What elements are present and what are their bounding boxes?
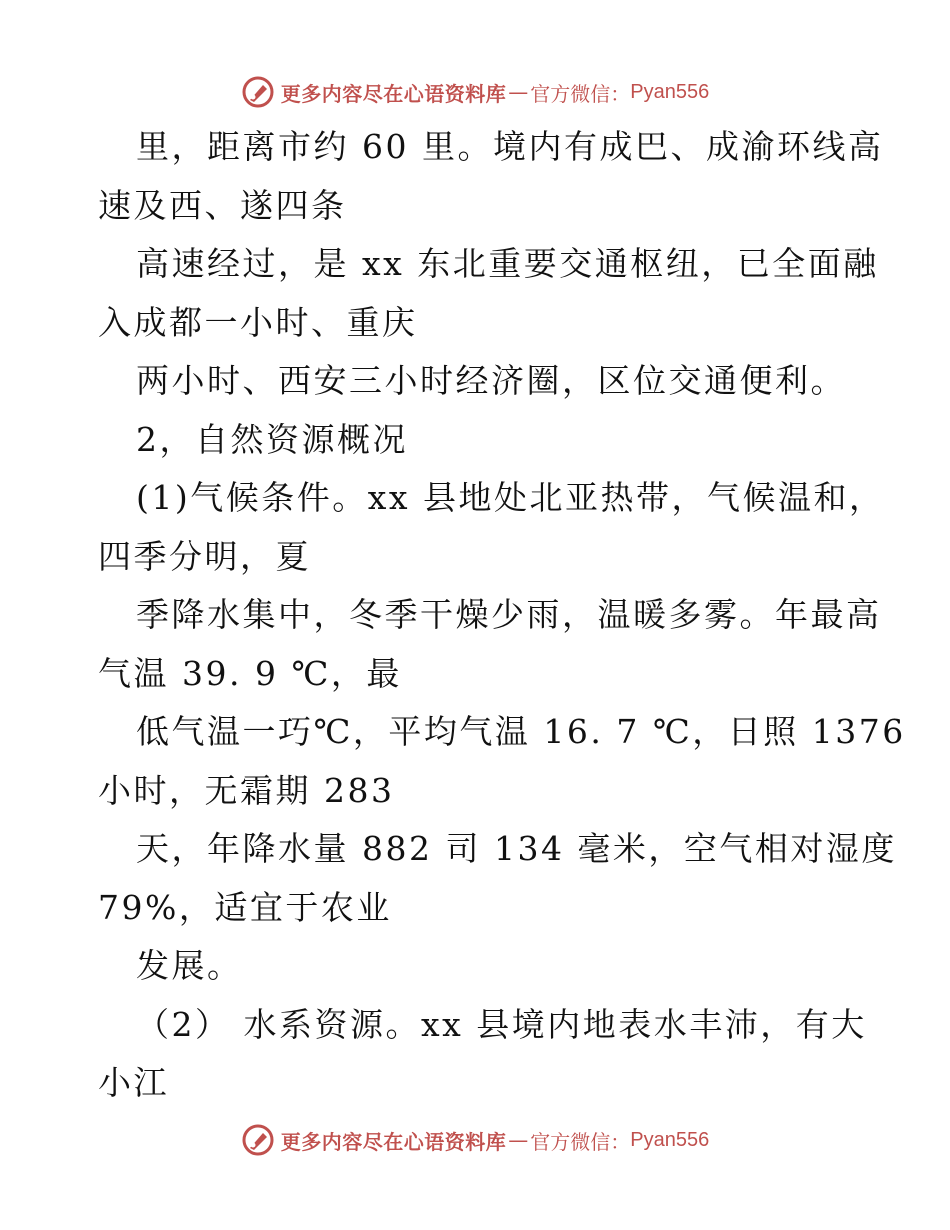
pen-logo-icon [241,75,275,109]
watermark-text: 更多内容尽在心语资料库 [280,81,507,106]
watermark-id: Pyan556 [630,1128,710,1151]
text-line: 季降水集中，冬季干燥少雨，温暖多雾。年最高 [136,595,882,634]
text-line: 小江 [98,1063,169,1102]
watermark-label: 官方微信： [530,81,631,106]
text-line: 里，距离市约 60 里。境内有成巴、成渝环线高 [136,127,884,166]
footer-watermark [0,1120,950,1160]
text-line: 天，年降水量 882 司 134 毫米，空气相对湿度 [136,829,897,868]
watermark-text: 更多内容尽在心语资料库 [280,1129,507,1154]
watermark-label: 官方微信： [530,1129,631,1154]
section-heading: 2，自然资源概况 [136,419,408,459]
text-line: 发展。 [136,946,243,985]
text-line: 气温 39. 9 ℃，最 [98,653,402,693]
text-line: 高速经过，是 xx 东北重要交通枢纽，已全面融 [136,244,879,283]
watermark-separator: — [508,80,529,104]
watermark-separator: — [508,1128,529,1152]
document-body [98,118,906,1113]
text-line: （2） 水系资源。xx 县境内地表水丰沛，有大 [136,1004,867,1044]
text-line: 速及西、遂四条 [98,185,347,225]
pen-logo-icon [241,1123,275,1157]
text-line: (1)气候条件。xx 县地处北亚热带，气候温和， [136,478,885,517]
text-line: 两小时、西安三小时经济圈，区位交通便利。 [136,361,846,400]
text-line: 入成都一小时、重庆 [98,302,418,342]
watermark-id: Pyan556 [630,80,710,103]
text-line: 79%，适宜于农业 [98,887,392,927]
text-line: 低气温一巧℃，平均气温 16. 7 ℃，日照 1376 [136,712,906,751]
text-line: 四季分明，夏 [98,536,311,576]
text-line: 小时，无霜期 283 [98,770,395,810]
header-watermark [0,72,950,112]
